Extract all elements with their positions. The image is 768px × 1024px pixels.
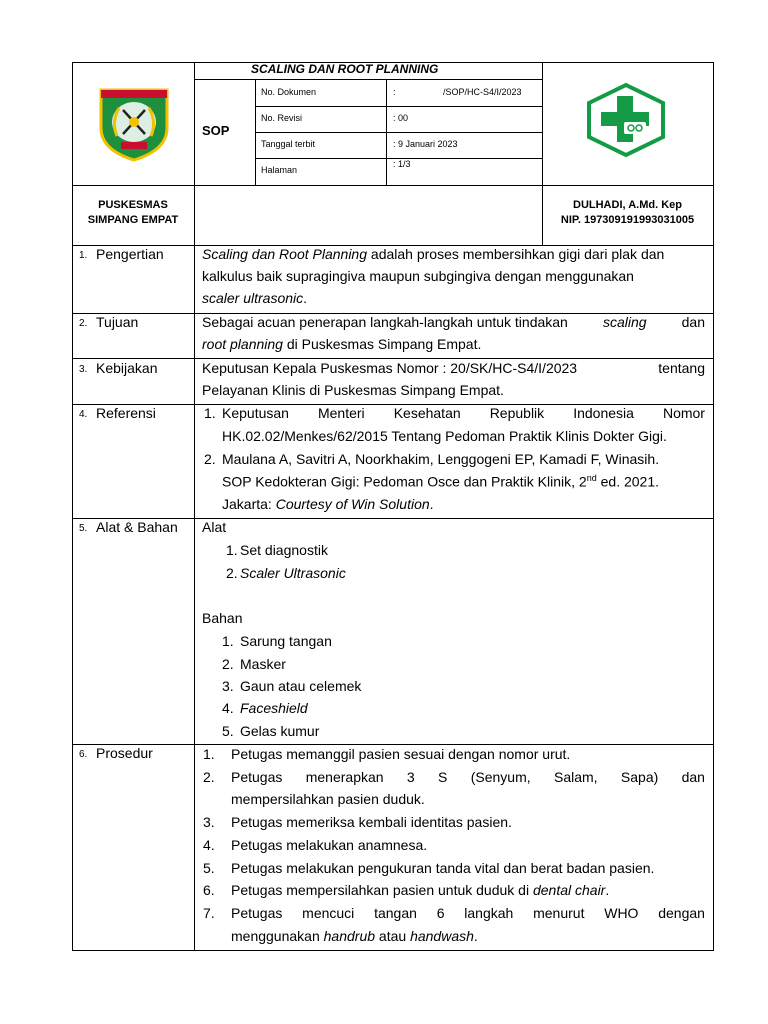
pengertian-line: kalkulus baik supragingiva maupun subgingiva dengan menggunakan: [202, 268, 634, 284]
tujuan-term: root planning: [202, 336, 283, 352]
procedure-text: .: [473, 928, 478, 944]
pengertian-text: .: [303, 290, 308, 306]
signer-name: DULHADI, A.Md. Kep: [573, 199, 682, 211]
procedure-text: [231, 769, 705, 785]
section-label-referensi: Referensi: [96, 405, 156, 421]
procedure-text: menggunakan: [231, 928, 324, 944]
word: mencuci: [302, 905, 355, 921]
word: Petugas: [231, 905, 283, 921]
procedure-step: Petugas melakukan pengukuran tanda vital dan berat badan pasien.: [231, 860, 655, 876]
procedure-step-cont: [231, 928, 478, 944]
meta-label-halaman: Halaman: [261, 165, 298, 175]
list-item-number: 3.: [222, 678, 234, 694]
pengertian-line: [202, 290, 307, 306]
procedure-text: [231, 905, 705, 921]
procedure-term: handwash: [410, 928, 474, 944]
bahan-item: Faceshield: [240, 700, 308, 716]
word: 6: [436, 905, 445, 921]
bahan-item: Gelas kumur: [240, 723, 320, 739]
section-number: 2.: [79, 318, 88, 329]
word: Nomor: [662, 405, 705, 421]
word: Kesehatan: [393, 405, 461, 421]
word: Indonesia: [573, 405, 634, 421]
meta-label-dokumen: No. Dokumen: [261, 87, 317, 97]
tujuan-line: [202, 314, 705, 330]
step-number: 2.: [203, 769, 215, 785]
kebijakan-text: Keputusan Kepala Puskesmas Nomor : 20/SK/HC-S4/I/2023: [202, 360, 578, 376]
reference-line: Maulana A, Savitri A, Noorkhakim, Lenggogeni EP, Kamadi F, Winasih.: [222, 451, 660, 467]
word: langkah: [464, 905, 514, 921]
org-name-line1: PUSKESMAS: [98, 199, 168, 211]
procedure-step-cont: mempersilahkan pasien duduk.: [231, 791, 425, 807]
reference-line: [222, 405, 705, 421]
bahan-item: Sarung tangan: [240, 633, 332, 649]
meta-colon-dokumen: :: [393, 87, 396, 97]
procedure-text: Petugas mempersilahkan pasien untuk duduk di: [231, 882, 533, 898]
org-name-line2: SIMPANG EMPAT: [87, 214, 179, 226]
section-label-tujuan: Tujuan: [96, 314, 139, 330]
reference-number: 1.: [204, 405, 216, 421]
section-number: 5.: [79, 523, 88, 534]
word: menurut: [533, 905, 585, 921]
list-item-number: 4.: [222, 700, 234, 716]
meta-value-tanggal: : 9 Januari 2023: [393, 139, 458, 149]
step-number: 4.: [203, 837, 215, 853]
bahan-item: Gaun atau celemek: [240, 678, 362, 694]
section-label-alat-bahan: Alat & Bahan: [96, 519, 178, 535]
kebijakan-line: Pelayanan Klinis di Puskesmas Simpang Empat.: [202, 382, 504, 398]
reference-line: [222, 496, 434, 512]
sop-label: SOP: [202, 123, 230, 138]
step-number: 7.: [203, 905, 215, 921]
list-item-number: 2.: [222, 656, 234, 672]
word: Salam,: [553, 769, 598, 785]
alat-heading: Alat: [202, 519, 227, 535]
word: Republik: [489, 405, 545, 421]
meta-value-revisi: : 00: [393, 113, 409, 123]
word: Sapa): [620, 769, 659, 785]
word: dan: [681, 769, 705, 785]
word: dengan: [658, 905, 705, 921]
reference-line: [222, 473, 659, 490]
section-label-pengertian: Pengertian: [96, 246, 164, 262]
page-title: SCALING DAN ROOT PLANNING: [251, 62, 439, 76]
procedure-text: atau: [375, 928, 411, 944]
meta-value-halaman: : 1/3: [393, 159, 411, 169]
word: Petugas: [231, 769, 283, 785]
procedure-step: Petugas memeriksa kembali identitas pasien.: [231, 814, 512, 830]
section-label-kebijakan: Kebijakan: [96, 360, 158, 376]
reference-text: Jakarta:: [222, 496, 276, 512]
word: S: [438, 769, 448, 785]
pengertian-line: [202, 246, 664, 262]
section-number: 4.: [79, 409, 88, 420]
word: 3: [406, 769, 415, 785]
bahan-item: Masker: [240, 656, 286, 672]
pengertian-term: Scaling dan Root Planning: [202, 246, 368, 262]
word: tangan: [374, 905, 417, 921]
tujuan-term: scaling: [602, 314, 647, 330]
procedure-step: [231, 882, 609, 898]
meta-value-dokumen: /SOP/HC-S4/I/2023: [443, 87, 522, 97]
procedure-step: Petugas melakukan anamnesa.: [231, 837, 428, 853]
step-number: 6.: [203, 882, 215, 898]
reference-text: ed. 2021.: [596, 473, 660, 490]
reference-text: .: [429, 496, 434, 512]
regency-logo: [95, 84, 173, 162]
procedure-step: Petugas memanggil pasien sesuai dengan nomor urut.: [231, 746, 571, 762]
reference-line: HK.02.02/Menkes/62/2015 Tentang Pedoman Praktik Klinis Dokter Gigi.: [222, 428, 667, 444]
word: WHO: [604, 905, 639, 921]
pengertian-text: adalah proses membersihkan gigi dari plak dan: [367, 246, 665, 262]
section-number: 6.: [79, 749, 88, 760]
list-item-number: 1.: [226, 542, 238, 558]
reference-text: [222, 405, 705, 421]
tujuan-text: di Puskesmas Simpang Empat.: [282, 336, 482, 352]
word: menerapkan: [305, 769, 384, 785]
bahan-heading: Bahan: [202, 610, 243, 626]
kemenkes-logo: [584, 82, 668, 158]
list-item-number: 2.: [226, 565, 238, 581]
section-label-prosedur: Prosedur: [96, 745, 153, 761]
word: Keputusan: [222, 405, 289, 421]
signer-nip: NIP. 197309191993031005: [560, 214, 695, 226]
word: Menteri: [317, 405, 365, 421]
procedure-step: [231, 769, 705, 785]
procedure-step: [231, 905, 705, 921]
kebijakan-line: [202, 360, 705, 376]
reference-number: 2.: [204, 451, 216, 467]
meta-label-revisi: No. Revisi: [261, 113, 303, 123]
procedure-term: handrub: [323, 928, 376, 944]
alat-item: Set diagnostik: [240, 542, 328, 558]
tujuan-text: Sebagai acuan penerapan langkah-langkah untuk tindakan: [202, 314, 568, 330]
word: (Senyum,: [470, 769, 531, 785]
step-number: 3.: [203, 814, 215, 830]
reference-text: SOP Kedokteran Gigi: Pedoman Osce dan Praktik Klinik, 2: [222, 473, 587, 490]
list-item-number: 1.: [222, 633, 234, 649]
reference-superscript: nd: [586, 473, 597, 483]
kebijakan-text: tentang: [658, 360, 705, 376]
procedure-text: .: [605, 882, 610, 898]
list-item-number: 5.: [222, 723, 234, 739]
section-number: 1.: [79, 250, 88, 261]
pengertian-term: scaler ultrasonic: [202, 290, 304, 306]
step-number: 1.: [203, 746, 215, 762]
procedure-term: dental chair: [532, 882, 606, 898]
step-number: 5.: [203, 860, 215, 876]
meta-label-tanggal: Tanggal terbit: [261, 139, 316, 149]
reference-term: Courtesy of Win Solution: [275, 496, 430, 512]
tujuan-text: dan: [681, 314, 705, 330]
alat-item: Scaler Ultrasonic: [240, 565, 346, 581]
section-number: 3.: [79, 364, 88, 375]
tujuan-line: [202, 336, 481, 352]
